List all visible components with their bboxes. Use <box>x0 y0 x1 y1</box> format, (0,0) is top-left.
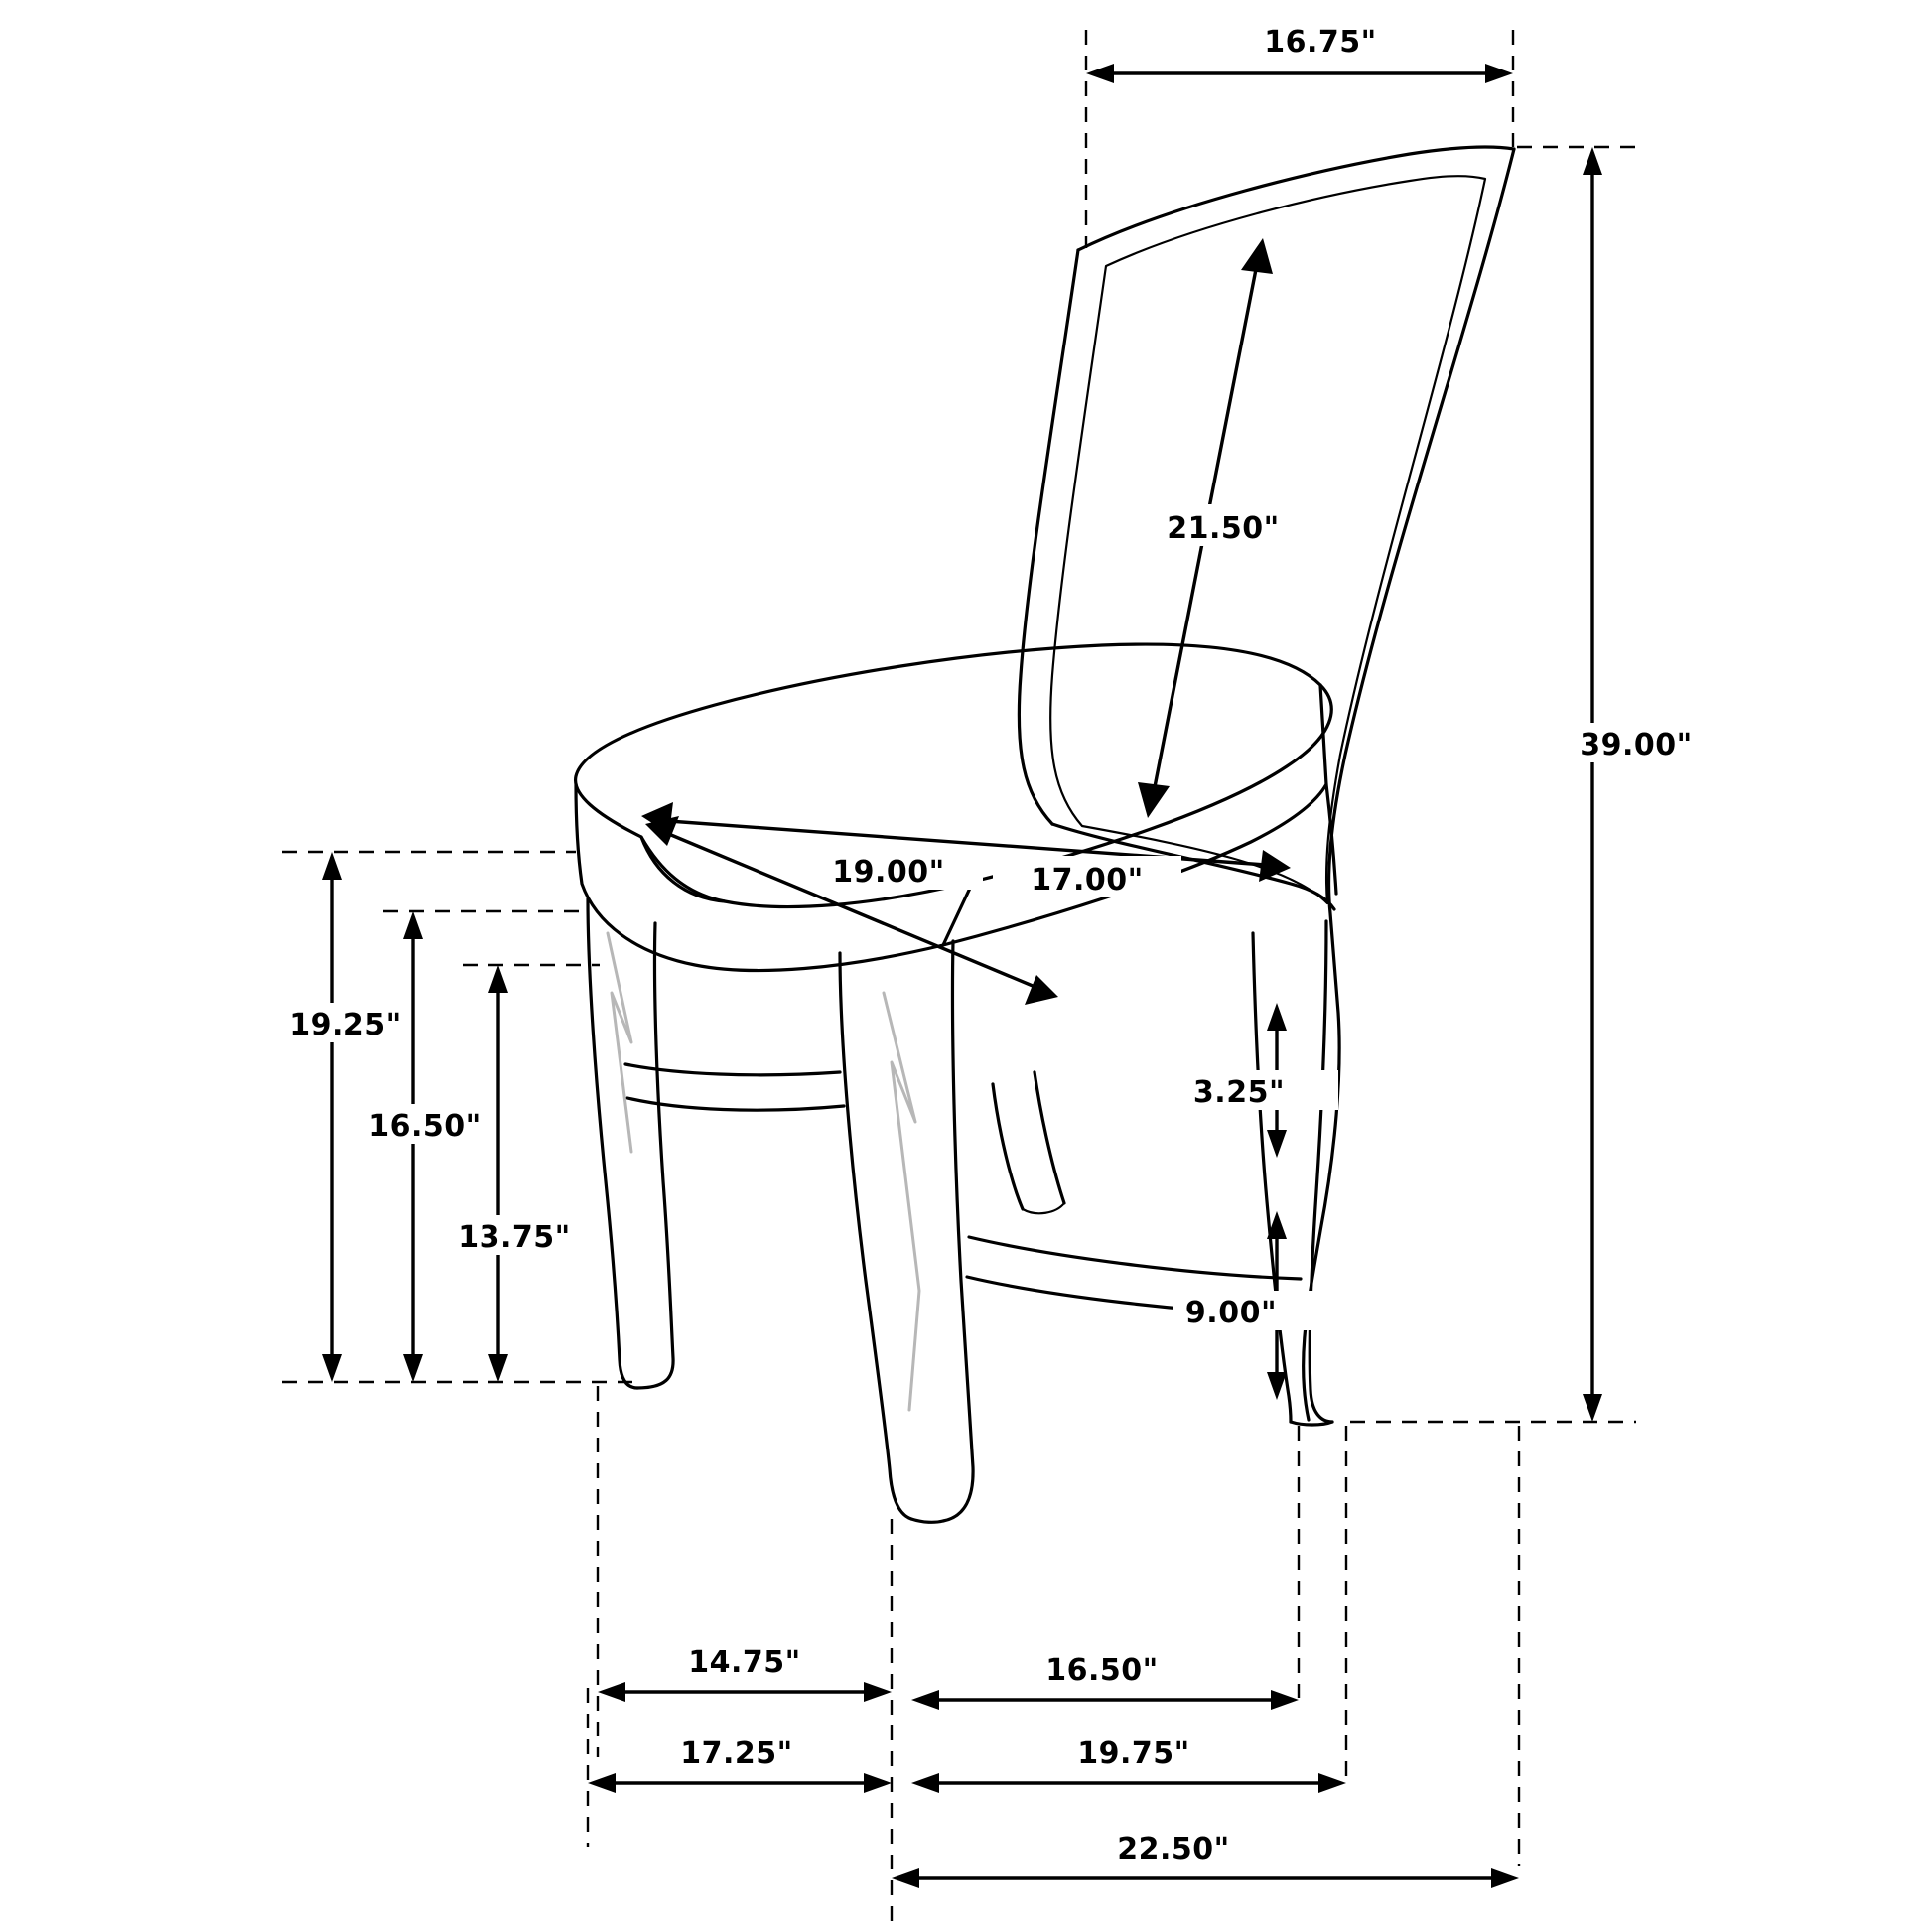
dim-seat-width-label: 17.00" <box>1031 863 1144 897</box>
chair-rear-right-leg-edge <box>1253 933 1291 1422</box>
dim-seat-rear-offset-label: 19.75" <box>1077 1736 1190 1771</box>
dim-seat-rear-offset <box>911 1731 1346 1793</box>
dim-front-leg-offset <box>598 1640 892 1702</box>
dim-stretcher-height-label: 9.00" <box>1184 1296 1278 1330</box>
dim-overall-depth-label: 22.50" <box>1117 1832 1230 1866</box>
dim-seat-height-label: 19.25" <box>289 1008 402 1042</box>
dim-seat-front-offset-label: 17.25" <box>680 1736 793 1771</box>
dim-seat-front-offset <box>588 1688 892 1847</box>
chair-rear-stretcher-upper <box>969 1237 1301 1279</box>
dim-seat-thickness-label: 3.25" <box>1192 1075 1286 1110</box>
dim-overall-depth <box>892 1827 1519 1888</box>
chair-front-leg-foot <box>911 1519 943 1522</box>
chair-back-left-stile <box>1019 250 1078 824</box>
dim-back-width <box>1086 22 1513 248</box>
chair-rear-left-leg-inner <box>637 923 673 1388</box>
dim-back-width-label: 16.75" <box>1264 25 1377 60</box>
dim-rear-leg-offset-label: 16.50" <box>1045 1653 1159 1688</box>
chair-illustration <box>576 147 1514 1522</box>
dim-back-height <box>1134 238 1312 818</box>
chair-diagonal-brace-2 <box>1035 1072 1064 1203</box>
chair-front-leg <box>840 953 911 1519</box>
chair-diagonal-brace <box>993 1084 1023 1209</box>
chair-seat-apron-edge <box>641 837 725 901</box>
chair-seat-apron-right <box>943 685 1326 945</box>
dim-seat-rail-height-label: 16.50" <box>368 1109 482 1144</box>
dim-apron-height-label: 13.75" <box>458 1220 571 1255</box>
chair-diagonal-brace-cap <box>1023 1203 1064 1213</box>
dim-seat-rail-height <box>338 911 582 1382</box>
dim-seat-thickness <box>1181 1003 1338 1158</box>
wood-grain-front-leg <box>884 993 919 1410</box>
chair-front-leg-inner <box>943 941 973 1521</box>
dim-apron-height <box>427 965 606 1382</box>
chair-back-top-rail <box>1078 147 1514 250</box>
dim-back-height-label: 21.50" <box>1167 511 1280 546</box>
dim-rear-leg-offset <box>911 1648 1299 1710</box>
dim-seat-depth-label: 19.00" <box>832 855 945 890</box>
chair-rear-right-leg-inner <box>1291 1422 1332 1425</box>
wood-grain-rear-left-leg <box>608 933 631 1152</box>
dim-seat-depth <box>641 802 1291 890</box>
dim-overall-height-label: 39.00" <box>1580 728 1693 762</box>
dim-front-leg-offset-label: 14.75" <box>688 1645 801 1680</box>
dim-overall-height <box>1350 147 1727 1422</box>
